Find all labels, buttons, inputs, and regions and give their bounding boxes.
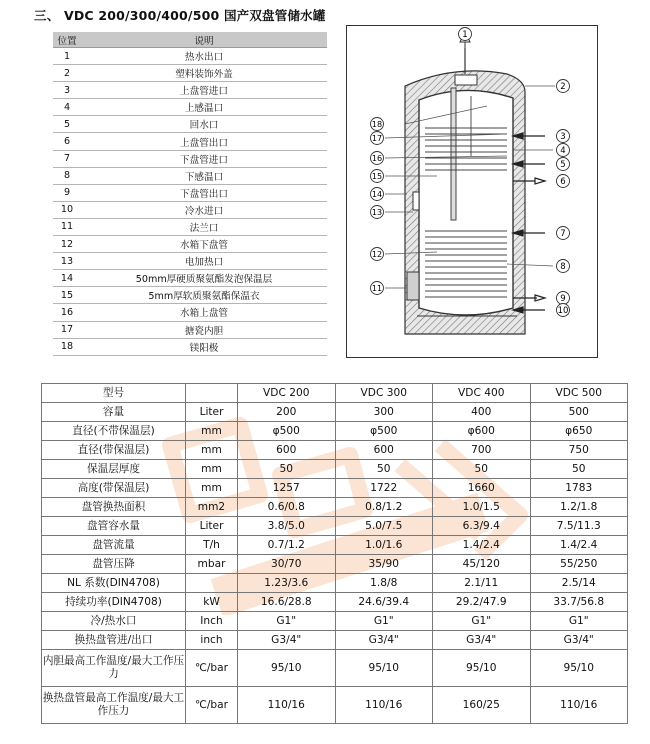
- spec-value: G3/4": [530, 631, 628, 650]
- spec-value: 7.5/11.3: [530, 517, 628, 536]
- parts-position: 12: [53, 236, 81, 253]
- spec-label: 高度(带保温层): [42, 479, 186, 498]
- spec-value: 2.1/11: [433, 574, 531, 593]
- spec-header-unit: [186, 384, 238, 403]
- spec-row: [42, 403, 628, 422]
- spec-label: 盘管流量: [42, 536, 186, 555]
- callout-left-label: 18: [371, 120, 383, 129]
- spec-value: 50: [238, 460, 336, 479]
- parts-position: 1: [53, 48, 81, 65]
- spec-value: 1783: [530, 479, 628, 498]
- spec-label: 容量: [42, 403, 186, 422]
- spec-row: [42, 555, 628, 574]
- callout-left-label: 15: [371, 172, 383, 181]
- callout-right-label: 6: [560, 177, 566, 187]
- spec-unit: mm: [186, 441, 238, 460]
- spec-unit: kW: [186, 593, 238, 612]
- spec-unit: T/h: [186, 536, 238, 555]
- parts-row: [53, 338, 327, 355]
- spec-value: 95/10: [238, 650, 336, 687]
- callout-left-label: 13: [371, 208, 383, 217]
- callout-right-label: 7: [560, 229, 566, 239]
- parts-position: 5: [53, 116, 81, 133]
- spec-value: 110/16: [335, 687, 433, 724]
- spec-row: [42, 441, 628, 460]
- parts-row: [53, 218, 327, 235]
- spec-label: NL 系数(DIN4708): [42, 574, 186, 593]
- spec-row: [42, 517, 628, 536]
- parts-description: 冷水进口: [81, 201, 327, 218]
- callout-left-label: 14: [371, 190, 383, 199]
- parts-position: 15: [53, 287, 81, 304]
- spec-row: [42, 650, 628, 687]
- spec-value: 45/120: [433, 555, 531, 574]
- parts-position: 4: [53, 99, 81, 116]
- spec-value: 500: [530, 403, 628, 422]
- spec-value: 95/10: [530, 650, 628, 687]
- spec-value: G3/4": [335, 631, 433, 650]
- spec-value: 600: [335, 441, 433, 460]
- parts-row: [53, 201, 327, 218]
- magnesium-anode: [451, 88, 456, 220]
- spec-label: 持续功率(DIN4708): [42, 593, 186, 612]
- parts-row: [53, 321, 327, 338]
- spec-value: 1257: [238, 479, 336, 498]
- spec-value: 33.7/56.8: [530, 593, 628, 612]
- callout-left-label: 17: [371, 134, 383, 143]
- spec-value: 1.4/2.4: [433, 536, 531, 555]
- spec-row: [42, 631, 628, 650]
- spec-value: 50: [433, 460, 531, 479]
- spec-value: 1.8/8: [335, 574, 433, 593]
- parts-position: 6: [53, 133, 81, 150]
- callout-right-label: 3: [560, 132, 566, 142]
- tank-cutaway-drawing: [347, 26, 599, 359]
- spec-value: G1": [433, 612, 531, 631]
- spec-label: 盘管压降: [42, 555, 186, 574]
- top-cap: [455, 75, 477, 85]
- parts-row: [53, 253, 327, 270]
- spec-table: [41, 383, 628, 724]
- spec-value: 3.8/5.0: [238, 517, 336, 536]
- parts-row: [53, 82, 327, 99]
- parts-description: 热水出口: [81, 48, 327, 65]
- parts-description: 电加热口: [81, 253, 327, 270]
- parts-position: 14: [53, 270, 81, 287]
- spec-row: [42, 422, 628, 441]
- parts-row: [53, 287, 327, 304]
- spec-value: 2.5/14: [530, 574, 628, 593]
- spec-unit: mm: [186, 422, 238, 441]
- parts-description: 下感温口: [81, 167, 327, 184]
- parts-position: 16: [53, 304, 81, 321]
- parts-header-position: 位置: [53, 32, 81, 48]
- spec-row: [42, 498, 628, 517]
- spec-value: 16.6/28.8: [238, 593, 336, 612]
- parts-row: [53, 184, 327, 201]
- parts-position: 9: [53, 184, 81, 201]
- spec-value: G1": [335, 612, 433, 631]
- spec-value: 95/10: [335, 650, 433, 687]
- parts-description: 镁阳极: [81, 338, 327, 355]
- spec-value: 600: [238, 441, 336, 460]
- parts-table-header: [53, 32, 327, 48]
- spec-unit: Liter: [186, 517, 238, 536]
- parts-row: [53, 65, 327, 82]
- parts-position: 7: [53, 150, 81, 167]
- parts-row: [53, 99, 327, 116]
- spec-value: 6.3/9.4: [433, 517, 531, 536]
- spec-value: 1.2/1.8: [530, 498, 628, 517]
- spec-value: 0.8/1.2: [335, 498, 433, 517]
- callout-left-label: 12: [371, 250, 383, 259]
- spec-label: 盘管换热面积: [42, 498, 186, 517]
- spec-value: φ500: [335, 422, 433, 441]
- spec-value: 1.4/2.4: [530, 536, 628, 555]
- parts-description: 5mm厚软质聚氨酯保温衣: [81, 287, 327, 304]
- callout-right-label: 10: [557, 306, 569, 316]
- parts-description: 塑料装饰外盖: [81, 65, 327, 82]
- parts-description: 50mm厚硬质聚氨酯发泡保温层: [81, 270, 327, 287]
- spec-unit: [186, 574, 238, 593]
- callout-right-label: 8: [560, 262, 566, 272]
- spec-label: 保温层厚度: [42, 460, 186, 479]
- spec-row: [42, 574, 628, 593]
- spec-row: [42, 479, 628, 498]
- spec-value: 50: [530, 460, 628, 479]
- spec-header-vdc300: VDC 300: [335, 384, 433, 403]
- flange-port: [407, 272, 419, 300]
- callout-right-label: 9: [560, 294, 566, 304]
- spec-value: 0.6/0.8: [238, 498, 336, 517]
- parts-table: [53, 32, 327, 356]
- spec-value: G1": [238, 612, 336, 631]
- spec-label: 直径(带保温层): [42, 441, 186, 460]
- spec-value: 29.2/47.9: [433, 593, 531, 612]
- parts-row: [53, 150, 327, 167]
- spec-value: 750: [530, 441, 628, 460]
- spec-unit: ℃/bar: [186, 687, 238, 724]
- spec-value: 24.6/39.4: [335, 593, 433, 612]
- spec-row: [42, 536, 628, 555]
- spec-unit: Inch: [186, 612, 238, 631]
- callout-left-label: 16: [371, 154, 383, 163]
- spec-label: 直径(不带保温层): [42, 422, 186, 441]
- spec-value: 35/90: [335, 555, 433, 574]
- spec-value: 95/10: [433, 650, 531, 687]
- spec-header-vdc400: VDC 400: [433, 384, 531, 403]
- spec-value: 1.0/1.5: [433, 498, 531, 517]
- spec-value: 0.7/1.2: [238, 536, 336, 555]
- spec-unit: mm: [186, 479, 238, 498]
- parts-position: 10: [53, 201, 81, 218]
- parts-header-description: 说明: [81, 32, 327, 48]
- spec-value: 1722: [335, 479, 433, 498]
- spec-value: G3/4": [433, 631, 531, 650]
- inner-tank: [419, 90, 513, 315]
- parts-description: 法兰口: [81, 218, 327, 235]
- parts-description: 上盘管出口: [81, 133, 327, 150]
- spec-unit: mm2: [186, 498, 238, 517]
- spec-table-header: [42, 384, 628, 403]
- parts-row: [53, 48, 327, 65]
- parts-description: 下盘管出口: [81, 184, 327, 201]
- spec-value: G1": [530, 612, 628, 631]
- parts-description: 水箱上盘管: [81, 304, 327, 321]
- spec-unit: ℃/bar: [186, 650, 238, 687]
- parts-description: 上感温口: [81, 99, 327, 116]
- parts-row: [53, 116, 327, 133]
- parts-position: 11: [53, 218, 81, 235]
- spec-value: 50: [335, 460, 433, 479]
- spec-value: φ600: [433, 422, 531, 441]
- spec-row: [42, 593, 628, 612]
- callout-left-label: 11: [371, 284, 383, 293]
- spec-value: 110/16: [238, 687, 336, 724]
- callout-right-label: 1: [462, 30, 468, 40]
- parts-row: [53, 167, 327, 184]
- spec-unit: mbar: [186, 555, 238, 574]
- spec-value: G3/4": [238, 631, 336, 650]
- spec-value: 1.0/1.6: [335, 536, 433, 555]
- spec-value: φ650: [530, 422, 628, 441]
- parts-description: 上盘管进口: [81, 82, 327, 99]
- parts-position: 2: [53, 65, 81, 82]
- parts-row: [53, 236, 327, 253]
- spec-value: 300: [335, 403, 433, 422]
- spec-label: 换热盘管进/出口: [42, 631, 186, 650]
- spec-value: 400: [433, 403, 531, 422]
- spec-row: [42, 687, 628, 724]
- parts-row: [53, 270, 327, 287]
- parts-description: 水箱下盘管: [81, 236, 327, 253]
- spec-label: 冷/热水口: [42, 612, 186, 631]
- spec-label: 内胆最高工作温度/最大工作压力: [42, 650, 186, 687]
- parts-description: 搪瓷内胆: [81, 321, 327, 338]
- parts-position: 18: [53, 338, 81, 355]
- document-title: 三、 VDC 200/300/400/500 国产双盘管储水罐: [34, 8, 326, 23]
- spec-value: 30/70: [238, 555, 336, 574]
- spec-header-vdc200: VDC 200: [238, 384, 336, 403]
- spec-label: 盘管容水量: [42, 517, 186, 536]
- spec-value: 1.23/3.6: [238, 574, 336, 593]
- spec-row: [42, 460, 628, 479]
- spec-unit: Liter: [186, 403, 238, 422]
- spec-row: [42, 612, 628, 631]
- callout-right-label: 5: [560, 160, 566, 170]
- parts-position: 3: [53, 82, 81, 99]
- spec-unit: inch: [186, 631, 238, 650]
- spec-value: φ500: [238, 422, 336, 441]
- tank-diagram: [346, 25, 598, 358]
- spec-value: 700: [433, 441, 531, 460]
- spec-value: 5.0/7.5: [335, 517, 433, 536]
- parts-description: 回水口: [81, 116, 327, 133]
- parts-row: [53, 133, 327, 150]
- spec-header-model: 型号: [42, 384, 186, 403]
- spec-value: 1660: [433, 479, 531, 498]
- callout-right-label: 2: [560, 82, 566, 92]
- parts-position: 17: [53, 321, 81, 338]
- spec-value: 200: [238, 403, 336, 422]
- callout-right-label: 4: [560, 146, 566, 156]
- spec-label: 换热盘管最高工作温度/最大工作压力: [42, 687, 186, 724]
- spec-header-vdc500: VDC 500: [530, 384, 628, 403]
- spec-unit: mm: [186, 460, 238, 479]
- spec-value: 110/16: [530, 687, 628, 724]
- spec-value: 160/25: [433, 687, 531, 724]
- heater-port: [413, 192, 419, 210]
- spec-value: 55/250: [530, 555, 628, 574]
- parts-position: 13: [53, 253, 81, 270]
- parts-position: 8: [53, 167, 81, 184]
- parts-row: [53, 304, 327, 321]
- parts-description: 下盘管进口: [81, 150, 327, 167]
